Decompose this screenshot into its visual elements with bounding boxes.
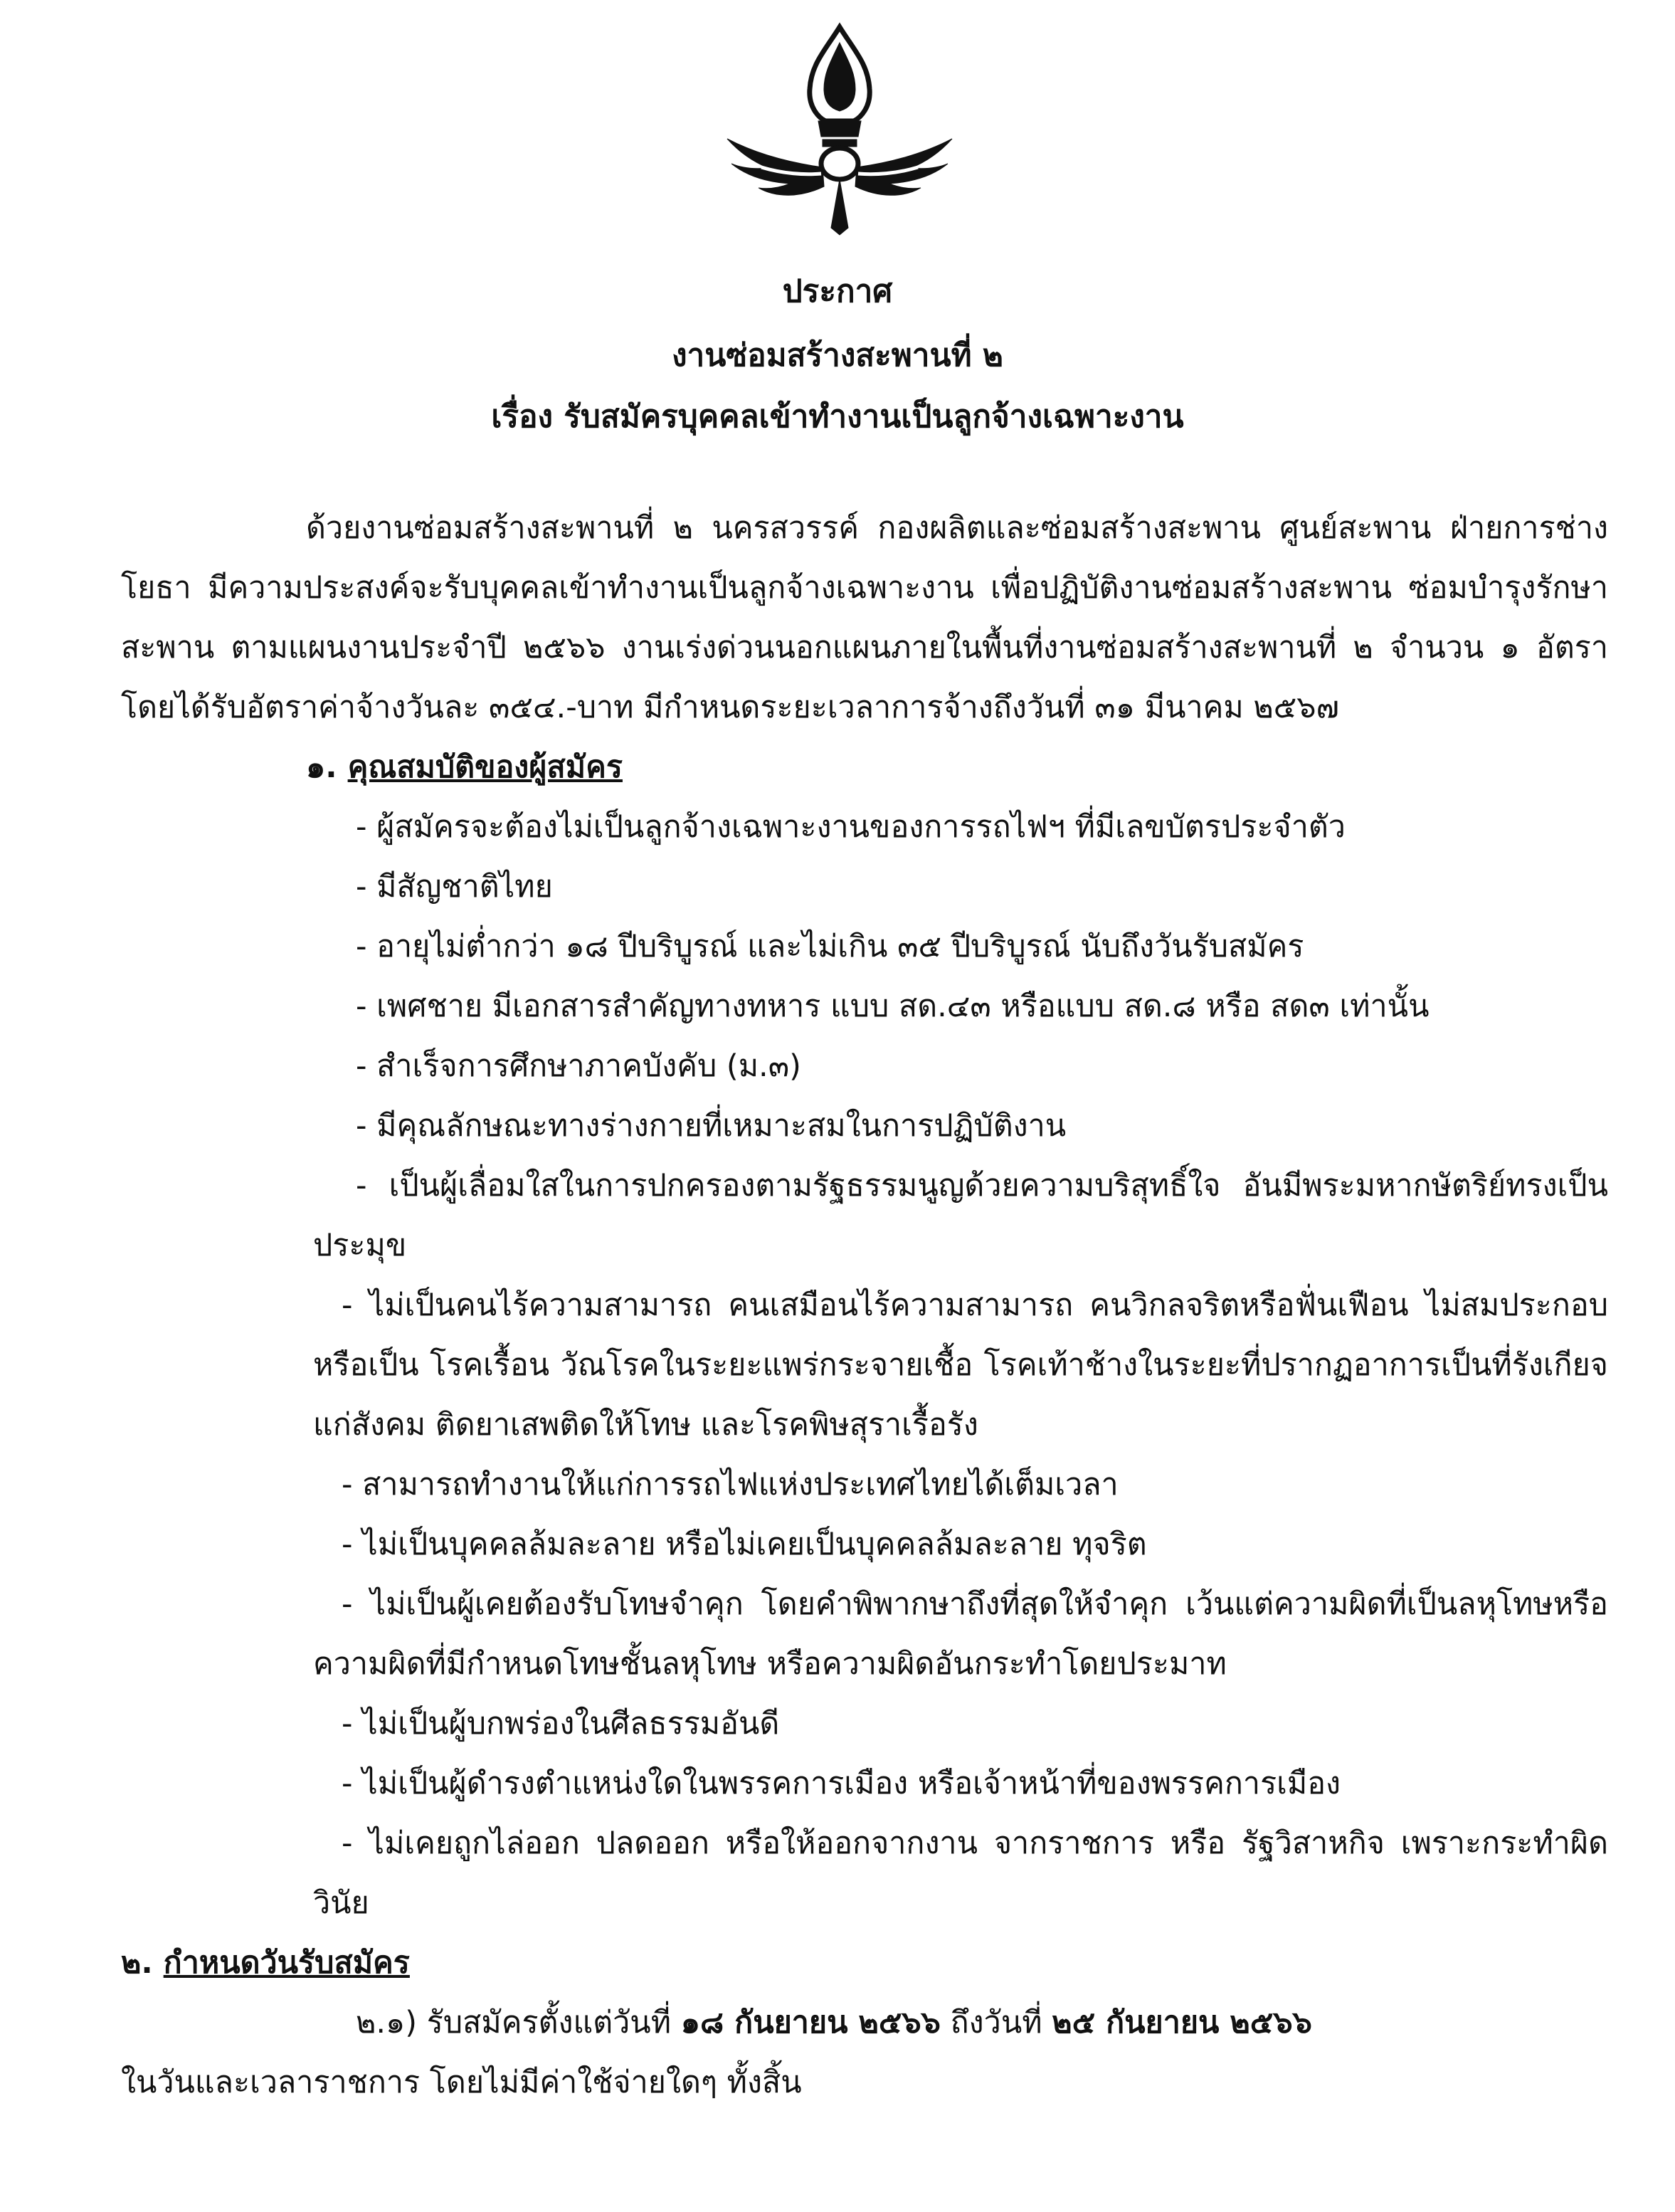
doc-title-announcement: ประกาศ [782, 273, 893, 310]
doc-title-department: งานซ่อมสร้างสะพานที่ ๒ [672, 337, 1003, 374]
qualification-item: - เพศชาย มีเอกสารสำคัญทางทหาร แบบ สด.๔๓ หรือแบบ สด.๘ หรือ สด๓ เท่านั้น [356, 989, 1430, 1024]
doc-title-subject: เรื่อง รับสมัครบุคคลเข้าทำงานเป็นลูกจ้างเฉพาะงาน [491, 399, 1184, 435]
qualification-item: - ไม่เป็นคนไร้ความสามารถ คนเสมือนไร้ความสามารถ คนวิกลจริตหรือฟั่นเฟือน ไม่สมประกอบหรือเป็น โรคเรื้อน วัณโรคในระยะแพร่กระจายเชื้อ โรคเท้าช้างในระยะที่ปรากฏอาการเป็นที่รังเกียจแก่สังคม ติดยาเสพติดให้โทษ และโรคพิษสุราเรื้อรัง [313, 1287, 1608, 1443]
section-1-heading [121, 737, 1608, 797]
qualification-item: - ไม่เป็นผู้ดำรงตำแหน่งใดในพรรคการเมือง หรือเจ้าหน้าที่ของพรรคการเมือง [342, 1766, 1341, 1801]
doc-body [121, 498, 1608, 2112]
application-end-date: ๒๕ กันยายน ๒๕๖๖ [1052, 2005, 1312, 2040]
section-2-heading [121, 1933, 1608, 1993]
qualification-item: - มีสัญชาติไทย [356, 869, 553, 905]
application-period-tail: ในวันและเวลาราชการ โดยไม่มีค่าใช้จ่ายใดๆ ทั้งสิ้น [121, 2065, 802, 2100]
section-2-number: ๒. [121, 1945, 153, 1981]
qualification-item: - ไม่เป็นผู้เคยต้องรับโทษจำคุก โดยคำพิพากษาถึงที่สุดให้จำคุก เว้นแต่ความผิดที่เป็นลหุโทษหรือความผิดที่มีกำหนดโทษชั้นลหุโทษ หรือความผิดอันกระทำโดยประมาท [313, 1586, 1608, 1682]
state-railway-emblem [719, 21, 961, 242]
qualification-item: - ไม่เป็นบุคคลล้มละลาย หรือไม่เคยเป็นบุคคลล้มละลาย ทุจริต [342, 1527, 1147, 1562]
qualification-item: - สำเร็จการศึกษาภาคบังคับ (ม.๓) [356, 1048, 801, 1084]
application-period-prefix: ๒.๑) รับสมัครตั้งแต่วันที่ [356, 2005, 672, 2040]
section-2-title: กำหนดวันรับสมัคร [163, 1945, 410, 1981]
qualification-item: - สามารถทำงานให้แก่การรถไฟแห่งประเทศไทยได้เต็มเวลา [342, 1467, 1119, 1502]
qualification-item: - เป็นผู้เลื่อมใสในการปกครองตามรัฐธรรมนูญด้วยความบริสุทธิ์ใจ อันมีพระมหากษัตริย์ทรงเป็นประมุข [313, 1168, 1608, 1263]
section-1-title: คุณสมบัติของผู้สมัคร [347, 749, 623, 785]
section-1-number: ๑. [306, 749, 337, 785]
application-start-date: ๑๘ กันยายน ๒๕๖๖ [680, 2005, 941, 2040]
qualification-item: - อายุไม่ต่ำกว่า ๑๘ ปีบริบูรณ์ และไม่เกิน ๓๕ ปีบริบูรณ์ นับถึงวันรับสมัคร [356, 929, 1304, 964]
intro-paragraph: ด้วยงานซ่อมสร้างสะพานที่ ๒ นครสวรรค์ กองผลิตและซ่อมสร้างสะพาน ศูนย์สะพาน ฝ่ายการช่างโยธา มีความประสงค์จะรับบุคคลเข้าทำงานเป็นลูกจ้างเฉพาะงาน เพื่อปฏิบัติงานซ่อมสร้างสะพาน ซ่อมบำรุงรักษาสะพาน ตามแผนงานประจำปี ๒๕๖๖ งานเร่งด่วนนอกแผนภายในพื้นที่งานซ่อมสร้างสะพานที่ ๒ จำนวน ๑ อัตรา โดยได้รับอัตราค่าจ้างวันละ ๓๕๔.-บาท มีกำหนดระยะเวลาการจ้างถึงวันที่ ๓๑ มีนาคม ๒๕๖๗ [121, 510, 1608, 725]
qualification-item: - ผู้สมัครจะต้องไม่เป็นลูกจ้างเฉพาะงานของการรถไฟฯ ที่มีเลขบัตรประจำตัว [356, 809, 1346, 845]
qualification-item: - ไม่เคยถูกไล่ออก ปลดออก หรือให้ออกจากงาน จากราชการ หรือ รัฐวิสาหกิจ เพราะกระทำผิดวินัย [313, 1826, 1608, 1921]
application-period-paragraph [121, 1993, 1608, 2112]
application-period-mid: ถึงวันที่ [950, 2005, 1042, 2040]
qualification-item: - ไม่เป็นผู้บกพร่องในศีลธรรมอันดี [342, 1706, 780, 1742]
qualification-item: - มีคุณลักษณะทางร่างกายที่เหมาะสมในการปฏิบัติงาน [356, 1108, 1067, 1144]
